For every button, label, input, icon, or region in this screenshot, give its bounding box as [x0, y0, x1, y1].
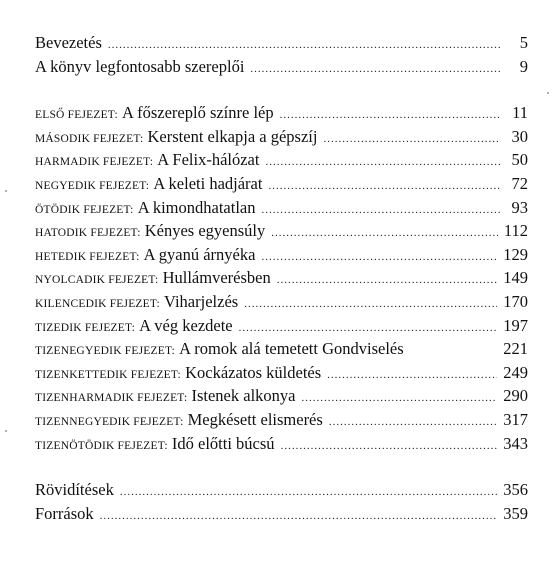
chapter-label: TIZENKETTEDIK FEJEZET: — [35, 368, 181, 381]
chapter-title: A keleti hadjárat — [153, 173, 263, 193]
chapter-title: Hullámverésben — [162, 268, 271, 288]
chapter-label: HETEDIK FEJEZET: — [35, 250, 140, 263]
toc-entry-main-characters[interactable] — [35, 55, 528, 79]
toc-entry-chapter-10[interactable] — [35, 314, 528, 338]
chapter-label: TIZENÖTÖDIK FEJEZET: — [35, 439, 168, 452]
chapter-title: Megkésett elismerés — [187, 409, 323, 429]
dot-leader — [323, 128, 500, 152]
dot-leader — [329, 411, 497, 435]
chapter-label: ELSŐ FEJEZET: — [35, 109, 118, 122]
dot-leader — [327, 364, 497, 388]
toc-entry-chapter-6[interactable] — [35, 219, 528, 243]
toc-entry-chapter-7[interactable] — [35, 243, 528, 267]
chapter-title: A vég kezdete — [139, 315, 233, 335]
table-of-contents — [35, 31, 528, 525]
chapter-page: 170 — [503, 291, 528, 311]
toc-entry-page: 359 — [503, 503, 528, 523]
toc-entry-chapter-8[interactable] — [35, 266, 528, 290]
toc-entry-page: 5 — [519, 33, 528, 52]
chapter-label: NEGYEDIK FEJEZET: — [35, 179, 150, 192]
scan-speck — [547, 92, 549, 94]
chapter-page: 129 — [503, 244, 528, 264]
chapter-page: 221 — [503, 339, 528, 359]
chapter-page: 50 — [511, 150, 528, 170]
chapter-title: Kerstent elkapja a gépszíj — [147, 126, 318, 146]
dot-leader — [261, 246, 497, 270]
toc-entry-chapter-1[interactable] — [35, 101, 528, 125]
chapter-label: NYOLCADIK FEJEZET: — [35, 274, 159, 287]
dot-leader — [265, 151, 500, 175]
dot-leader — [281, 435, 498, 459]
chapter-label: ÖTÖDIK FEJEZET: — [35, 203, 134, 216]
chapter-label: HARMADIK FEJEZET: — [35, 156, 154, 169]
chapter-title: A Felix-hálózat — [157, 150, 260, 170]
chapter-page: 30 — [511, 126, 528, 146]
dot-leader — [250, 58, 500, 82]
toc-entry-page: 9 — [519, 56, 528, 76]
chapter-title: Istenek alkonya — [191, 386, 296, 406]
toc-entry-chapter-3[interactable] — [35, 148, 528, 172]
chapter-page: 11 — [512, 103, 528, 123]
chapter-label: TIZENEGYEDIK FEJEZET: — [35, 345, 175, 358]
chapter-title: A romok alá temetett Gondviselés — [179, 339, 404, 359]
toc-entry-chapter-12[interactable] — [35, 361, 528, 385]
chapter-label: MÁSODIK FEJEZET: — [35, 132, 144, 145]
front-matter-list — [35, 31, 528, 78]
dot-leader — [120, 481, 497, 505]
dot-leader — [302, 387, 498, 411]
toc-entry-chapter-9[interactable] — [35, 290, 528, 314]
chapter-title: A gyanú árnyéka — [143, 244, 256, 264]
chapter-label: TIZEDIK FEJEZET: — [35, 321, 136, 334]
chapter-title: Kockázatos küldetés — [185, 362, 322, 382]
toc-entry-chapter-4[interactable] — [35, 172, 528, 196]
dot-leader — [277, 269, 498, 293]
dot-leader — [100, 505, 498, 529]
dot-leader — [271, 222, 498, 246]
back-matter-list — [35, 478, 528, 525]
toc-entry-introduction[interactable] — [35, 31, 528, 55]
toc-entry-chapter-5[interactable] — [35, 196, 528, 220]
chapter-label: TIZENHARMADIK FEJEZET: — [35, 392, 188, 405]
toc-entry-chapter-13[interactable] — [35, 384, 528, 408]
toc-entry-title: Források — [35, 503, 94, 523]
toc-entry-title: A könyv legfontosabb szereplői — [35, 56, 245, 76]
toc-entry-chapter-14[interactable] — [35, 408, 528, 432]
chapter-label: TIZENNEGYEDIK FEJEZET: — [35, 415, 184, 428]
chapter-page: 317 — [503, 409, 528, 429]
toc-entry-chapter-2[interactable] — [35, 125, 528, 149]
dot-leader — [268, 175, 500, 199]
chapter-page: 149 — [503, 268, 528, 288]
chapter-page: 93 — [511, 197, 528, 217]
chapter-page: 343 — [503, 433, 528, 453]
chapter-title: A főszereplő színre lép — [121, 103, 274, 123]
scan-speck — [5, 190, 7, 192]
dot-leader — [244, 293, 497, 317]
toc-entry-chapter-15[interactable] — [35, 432, 528, 456]
chapter-label: KILENCEDIK FEJEZET: — [35, 297, 160, 310]
chapter-label: HATODIK FEJEZET: — [35, 227, 141, 240]
chapter-title: A kimondhatatlan — [137, 197, 256, 217]
toc-entry-abbreviations[interactable] — [35, 478, 528, 502]
chapter-page: 249 — [503, 362, 528, 382]
chapter-page: 112 — [503, 221, 528, 241]
chapter-page: 197 — [503, 315, 528, 335]
chapter-title: Kényes egyensúly — [144, 221, 266, 241]
chapter-page: 72 — [511, 173, 528, 193]
toc-entry-chapter-11[interactable] — [35, 337, 528, 361]
chapter-title: Viharjelzés — [164, 291, 239, 311]
toc-entry-title: Bevezetés — [35, 33, 102, 52]
chapter-title: Idő előtti búcsú — [171, 433, 275, 453]
toc-entry-sources[interactable] — [35, 502, 528, 526]
scan-speck — [5, 430, 7, 432]
toc-entry-page: 356 — [503, 480, 528, 500]
dot-leader — [261, 199, 500, 223]
chapter-page: 290 — [503, 386, 528, 406]
toc-entry-title: Rövidítések — [35, 480, 114, 500]
chapter-list — [35, 101, 528, 455]
